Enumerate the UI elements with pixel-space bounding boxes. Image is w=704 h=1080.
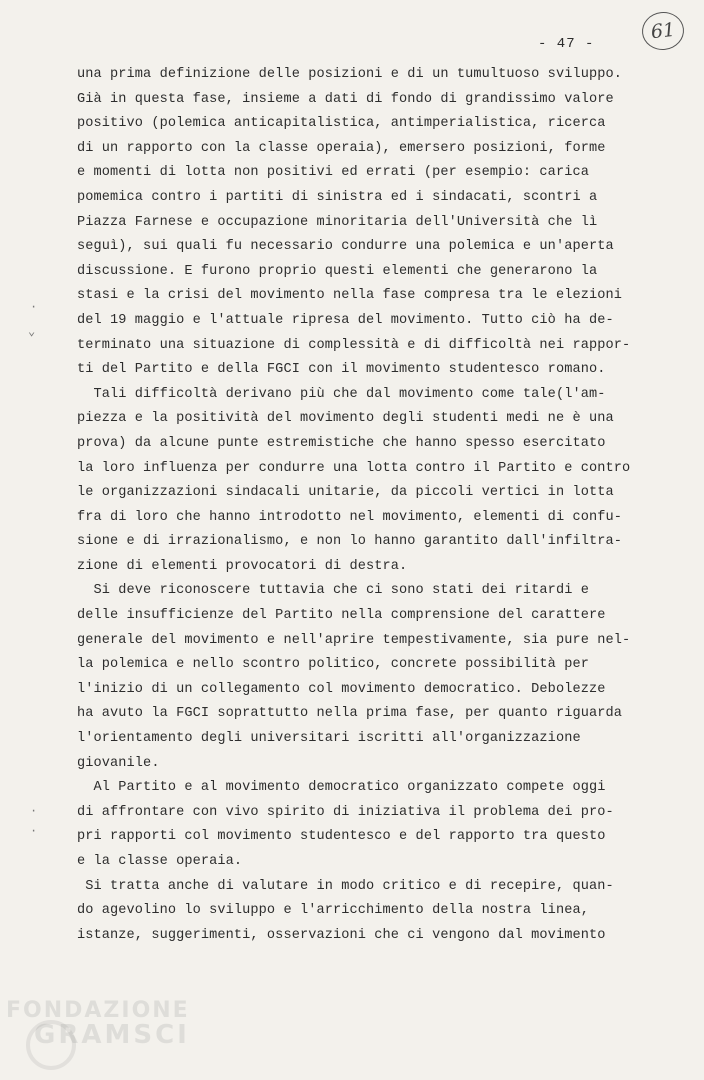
text-line: fra di loro che hanno introdotto nel movimento, elementi di confu-: [77, 509, 622, 525]
text-line: sione e di irrazionalismo, e non lo hanno garantito dall'infiltra-: [77, 534, 622, 550]
margin-mark: ·: [30, 300, 38, 314]
text-line: seguì), sui quali fu necessario condurre una polemica e un'aperta: [77, 239, 614, 255]
text-line: zione di elementi provocatori di destra.: [77, 558, 408, 574]
margin-mark: ·: [30, 804, 38, 818]
text-line: del 19 maggio e l'attuale ripresa del movimento. Tutto ciò ha de-: [77, 312, 614, 328]
text-line: Al Partito e al movimento democratico organizzato compete oggi: [77, 780, 606, 796]
text-line: generale del movimento e nell'aprire tempestivamente, sia pure nel-: [77, 632, 631, 648]
page-number: - 47 -: [538, 36, 595, 52]
watermark-line-1: FONDAZIONE: [6, 998, 190, 1023]
text-line: delle insufficienze del Partito nella comprensione del carattere: [77, 608, 606, 624]
text-line: e momenti di lotta non positivi ed errati (per esempio: carica: [77, 165, 589, 181]
text-line: una prima definizione delle posizioni e di un tumultuoso sviluppo.: [77, 67, 622, 82]
margin-mark: ·: [30, 824, 38, 838]
text-line: la polemica e nello scontro politico, concrete possibilità per: [77, 657, 589, 673]
text-line: terminato una situazione di complessità e di difficoltà nei rappor-: [77, 337, 631, 353]
text-line: pri rapporti col movimento studentesco e del rapporto tra questo: [77, 829, 606, 845]
text-line: Si tratta anche di valutare in modo critico e di recepire, quan-: [77, 878, 614, 894]
text-line: l'inizio di un collegamento col movimento democratico. Debolezze: [77, 681, 606, 697]
text-line: la loro influenza per condurre una lotta contro il Partito e contro: [77, 460, 631, 476]
text-line: Si deve riconoscere tuttavia che ci sono stati dei ritardi e: [77, 583, 589, 599]
text-line: di affrontare con vivo spirito di iniziativa il problema dei pro-: [77, 804, 614, 820]
watermark-line-2: GRAMSCI: [34, 1020, 190, 1050]
text-line: di un rapporto con la classe operaia), emersero posizioni, forme: [77, 140, 606, 156]
text-line: discussione. E furono proprio questi elementi che generarono la: [77, 263, 598, 279]
text-line: Già in questa fase, insieme a dati di fondo di grandissimo valore: [77, 91, 614, 107]
text-line: e la classe operaia.: [77, 854, 243, 869]
text-line: istanze, suggerimenti, osservazioni che ci vengono dal movimento: [77, 927, 606, 943]
text-line: Tali difficoltà derivano più che dal movimento come tale(l'am-: [77, 386, 606, 402]
watermark: [6, 1000, 190, 1048]
text-line: prova) da alcune punte estremistiche che hanno spesso esercitato: [77, 435, 606, 451]
text-line: l'orientamento degli universitari iscritti all'organizzazione: [77, 731, 581, 747]
typewritten-body: [77, 63, 637, 948]
text-line: ha avuto la FGCI soprattutto nella prima fase, per quanto riguarda: [77, 706, 622, 722]
text-line: giovanile.: [77, 755, 160, 771]
text-line: ti del Partito e della FGCI con il movimento studentesco romano.: [77, 362, 606, 378]
text-line: positivo (polemica anticapitalistica, antimperialistica, ricerca: [77, 116, 606, 132]
text-line: Piazza Farnese e occupazione minoritaria dell'Università che lì: [77, 214, 598, 230]
text-line: pomemica contro i partiti di sinistra ed i sindacati, scontri a: [77, 189, 598, 205]
folio-number: 61: [640, 10, 686, 52]
text-line: do agevolino lo sviluppo e l'arricchimento della nostra linea,: [77, 903, 589, 919]
text-line: le organizzazioni sindacali unitarie, da piccoli vertici in lotta: [77, 485, 614, 501]
text-line: piezza e la positività del movimento degli studenti medi ne è una: [77, 411, 614, 427]
margin-mark: ⌄: [28, 325, 36, 339]
text-line: stasi e la crisi del movimento nella fase compresa tra le elezioni: [77, 288, 622, 304]
